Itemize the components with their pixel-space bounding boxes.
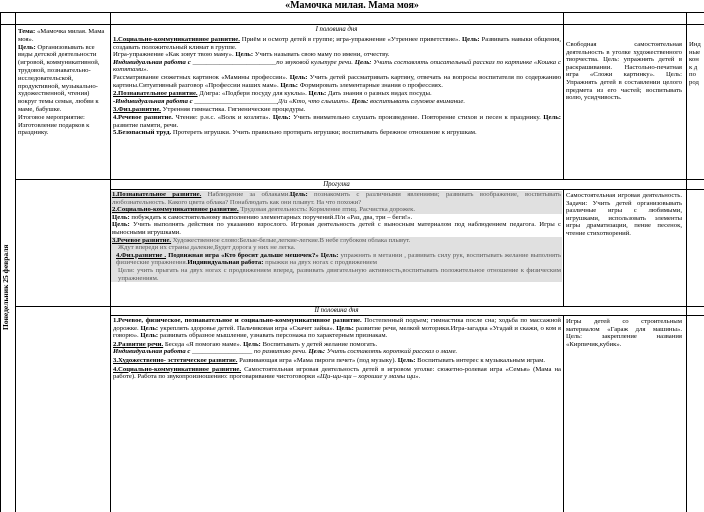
first-item-3-head: Физ.развитие. bbox=[118, 106, 161, 114]
second-item-2-text: Беседа «Я помогаю маме». bbox=[163, 340, 244, 348]
first-item-3-text: Утренняя гимнастика. Гигиенические процедуры. bbox=[160, 106, 306, 114]
second-item-3-text: Развивающая игра «Мама пироги печет» (под музыку). bbox=[237, 356, 398, 364]
individual-work-label: Индивидуальная работа: bbox=[187, 259, 264, 267]
theme-text: «Мамочка милая. Мама моя». bbox=[18, 28, 105, 43]
second-half-independent: Игры детей со строительным материалом «Гараж для машины». Цель: закрепление названия «Кирпичик,кубик». bbox=[566, 318, 682, 348]
first-item-1-num: 1. bbox=[113, 36, 119, 43]
first-item-5-num: 5. bbox=[113, 129, 119, 137]
walk-item-3-text: Художественное слово:Белые-белые,легкие-легкие.В небе глубоком облака плывут. bbox=[171, 236, 411, 244]
first-item-1-head: Социально-коммуникативное развитие. bbox=[118, 36, 240, 43]
walk-item-1-goal: познакомить с различными явлениями; развивать воображение, воспитывать любознательность. Какого цвета облака? Понаблюдать как они плывут. На что похожи? bbox=[112, 191, 561, 206]
first-item-1-view-goal2: Формировать элементарные знания о профессиях. bbox=[298, 81, 443, 89]
name-blank: _________________________ bbox=[192, 58, 277, 66]
first-half-independent: Свободная самостоятельная деятельность в уголке художественного творчества. Цель: упражнять детей в раскрашивании. Настольно-печатная игра «Сложи картинку». Цель: Упражнять детей в составлении целого предмета из его частей; воспитывать волю, усидчивость. bbox=[566, 41, 682, 102]
first-item-1-view: Рассматривание сюжетных картинок «Мамины профессии». bbox=[113, 73, 288, 81]
final-event: Итоговое мероприятие: Изготовление подарков к празднику. bbox=[18, 113, 90, 137]
individual-work-text: Д/и «Кто, что слышит». bbox=[277, 97, 352, 105]
goal-label: Цель: bbox=[112, 213, 130, 221]
first-item-1-goal: Развивать навыки общения, создавать положительный климат в группе. bbox=[113, 36, 561, 51]
individual-work-text: по звуковой культуре речи. bbox=[276, 58, 355, 66]
goal-label: Цель: bbox=[308, 348, 326, 356]
individual-work-goal: воспитывать слуховое внимание. bbox=[368, 97, 466, 105]
first-item-2-head: Познавательное развитие. bbox=[118, 90, 198, 98]
goal-label: Цель: bbox=[289, 73, 308, 81]
walk-item-2-num: 2. bbox=[112, 206, 118, 214]
walk-item-3-head: Речевое развитие. bbox=[117, 236, 172, 244]
first-item-1-game: Игра-упражнение «Как зовут твою маму». bbox=[113, 51, 236, 59]
goal-label: Цель: bbox=[308, 90, 327, 98]
goal-label: Цель: bbox=[290, 191, 308, 198]
second-item-4-num: 4. bbox=[113, 365, 119, 373]
goal-label: Цель: bbox=[112, 221, 130, 229]
section-first-half: I половина дня bbox=[315, 26, 358, 33]
goal-label: Цель: bbox=[243, 340, 261, 348]
walk-item-2-text: Трудовая деятельность: Кормление птиц. Расчистка дорожек. bbox=[238, 206, 416, 214]
second-item-4-head: Социально-коммуникативное развитие. bbox=[118, 365, 242, 373]
first-item-4-text: Чтение: р.н.с. «Волк и козлята». bbox=[172, 113, 273, 121]
individual-work-goal: Учить составлять описательный рассказ по картинке «Кошка с котятами». bbox=[113, 58, 561, 74]
first-item-4-num: 4. bbox=[113, 113, 119, 121]
page-title: «Мамочка милая. Мама моя» bbox=[285, 0, 419, 11]
goal-label: Цель: bbox=[354, 58, 372, 66]
name-blank: __________________ bbox=[192, 348, 253, 356]
name-blank: _________________________ bbox=[194, 97, 278, 105]
individual-work-label: -Индивидуальная работа с bbox=[113, 97, 193, 105]
goal-label: Цель: bbox=[280, 81, 299, 89]
walk-item-3-line2: Ждут впереди их страны далекие,Будет дорога у них не легка. bbox=[118, 244, 296, 252]
goal-label: Цель: bbox=[140, 332, 159, 340]
first-item-2-text: Д/игра: «Подбери посуду для куклы». bbox=[197, 90, 309, 98]
second-item-1-text: Постепенный подъем; гимнастика после сна; ходьба по массажной дорожке. bbox=[113, 317, 561, 332]
second-item-2-goal: Воспитывать у детей желание помогать. bbox=[260, 340, 378, 348]
section-second-half: II половина дня bbox=[314, 307, 359, 314]
goal-label: Цель: bbox=[320, 251, 339, 259]
second-item-3-head: Художественно- эстетическое развитие. bbox=[118, 356, 238, 364]
first-item-5-head: Безопасный труд. bbox=[118, 129, 172, 137]
walk-item-3-num: 3. bbox=[112, 236, 118, 244]
goal-label: Цель: bbox=[272, 113, 291, 121]
goal-label: Цель: bbox=[235, 51, 254, 59]
walk-item-1-num: 1. bbox=[112, 191, 118, 198]
goal-label: Цели: bbox=[118, 266, 135, 274]
far-right-clipped: Инд ные кон к д по род bbox=[689, 41, 701, 86]
walk-item-2-goal2: Учить выполнять действия по указанию взрослого. Игровая деятельность детей с выносным материалом под наблюдением педагога. Игры с выносными игрушками. bbox=[112, 221, 561, 236]
second-item-1-num: 1. bbox=[113, 317, 119, 324]
walk-item-4-game: Подвижная игра «Кто бросит дальше мешочек?» bbox=[168, 251, 319, 259]
second-item-2-head: Развитие речи. bbox=[118, 340, 164, 348]
goal-label: Цель: bbox=[140, 324, 159, 332]
walk-item-1-head: Познавательное развитие. bbox=[117, 191, 202, 198]
first-item-1-view-goal: Учить детей рассматривать картину, отвечать на вопросы воспитателя по содержанию картины.Ситуативный разговор «Профессии наших мам». bbox=[113, 73, 561, 89]
second-half-activities bbox=[113, 317, 561, 510]
first-item-4-head: Речевое развитие. bbox=[118, 113, 173, 121]
goal-label: Цель: bbox=[351, 97, 369, 105]
goal-label: Цель: bbox=[461, 36, 480, 43]
first-item-2-num: 2. bbox=[113, 90, 119, 98]
second-item-4-text: Самостоятельная игровая деятельность детей в игровом уголке: сюжетно-ролевая игра «Семья» (Мама на работе). Работа по звукопроизношению: проговаривание чистоговорки « bbox=[113, 365, 561, 381]
goal-label: Цель: bbox=[336, 324, 354, 332]
walk-item-4-individual-goal: учить прыгать на двух ногах с продвижением вперед, развивать двигательную активность,воспитывать положительное отношение к физическим упражнениям. bbox=[118, 266, 561, 282]
goal-label: Цель: bbox=[18, 43, 36, 51]
first-item-1-goal2: Учить называть свою маму по имени, отчеству. bbox=[253, 51, 390, 59]
first-half-activities bbox=[113, 36, 561, 179]
second-item-4-end: ». bbox=[415, 373, 421, 381]
walk-item-4-num: 4. bbox=[116, 251, 122, 259]
walk-item-4-goal: упражнять в метании , развивать силу рук, воспитывать желание выполнять физические упражнения. bbox=[116, 251, 562, 267]
first-item-1-text: Приём и осмотр детей в группе; игра-упражнение «Утреннее приветствие». bbox=[239, 36, 461, 43]
second-item-3-goal: Воспитывать интерес к музыкальным играм. bbox=[415, 356, 546, 364]
second-item-1-goal2: развитие речи, мелкой моторики.Игра-загадка «Угадай и скажи, о ком я говорю». bbox=[113, 324, 561, 340]
walk-item-2-head: Социально-коммуникативное развитие. bbox=[117, 206, 239, 214]
first-item-2-goal: Дать знания о разных видах посуды. bbox=[326, 90, 432, 98]
individual-work-label: Индивидуальная работа с bbox=[113, 58, 191, 66]
theme-cell bbox=[18, 28, 108, 328]
theme-label: Тема: bbox=[18, 28, 36, 35]
first-item-5-text: Протереть игрушки. Учить правильно протирать игрушки; воспитывать бережное отношение к игрушкам. bbox=[171, 129, 477, 137]
walk-item-4-head: Физ.развитие . bbox=[121, 251, 167, 259]
first-item-3-num: 3. bbox=[113, 106, 119, 114]
walk-activities bbox=[111, 191, 562, 305]
day-label: Понедельник 25 февраля bbox=[1, 244, 10, 330]
plan-table bbox=[0, 12, 704, 512]
second-item-1-goal: укреплять здоровье детей. Пальчиковая игра «Скачет зайка». bbox=[158, 324, 337, 332]
second-item-4-tongue-twister: Щи-щи-щи – хорошие у мамы щи bbox=[320, 373, 416, 381]
walk-item-4-individual: прыжки на двух ногах с продвижением bbox=[263, 259, 377, 267]
first-item-4-goal: Учить внимательно слушать произведение. Повторение стихов и песен к празднику. bbox=[290, 113, 544, 121]
second-item-2-num: 2. bbox=[113, 340, 119, 348]
second-item-1-head: Речевое, физическое, познавательное и социально-коммуникативное развитие. bbox=[118, 317, 362, 324]
walk-item-2-goal: побуждать к самостоятельному выполнению элементарных поручений.П/и «Раз, два, три – беги!». bbox=[129, 213, 413, 221]
second-item-1-goal3: развивать образное мышление, узнавать персонажа по характерным признакам. bbox=[158, 332, 388, 340]
individual-work-text: по развитию речи. bbox=[253, 348, 309, 356]
goal-label: Цель: bbox=[543, 113, 561, 121]
goal-text: Организовывать все виды детской деятельности (игровой, коммуникативной, трудовой, познавательно-исследовательской, продуктивной, музыкально-художественной, чтения) вокруг темы семьи, любви к маме, бабушке. bbox=[18, 43, 100, 113]
second-item-3-num: 3. bbox=[113, 356, 119, 364]
walk-item-1-text: Наблюдение за облаками. bbox=[201, 191, 290, 198]
first-item-4-goal2: развитие памяти, речи. bbox=[113, 121, 179, 129]
goal-label: Цель: bbox=[397, 356, 416, 364]
walk-independent: Самостоятельная игровая деятельность. Задачи: Учить детей организовывать различные игры с любимыми, игрушками, использовать элементы игры драматизации, пение песенок, чтение стихотворений. bbox=[566, 192, 682, 237]
section-walk: Прогулка bbox=[323, 181, 350, 188]
individual-work-label: Индивидуальная работа с bbox=[113, 348, 191, 356]
individual-work-goal: Учить составлять короткий рассказ о маме. bbox=[325, 348, 458, 356]
